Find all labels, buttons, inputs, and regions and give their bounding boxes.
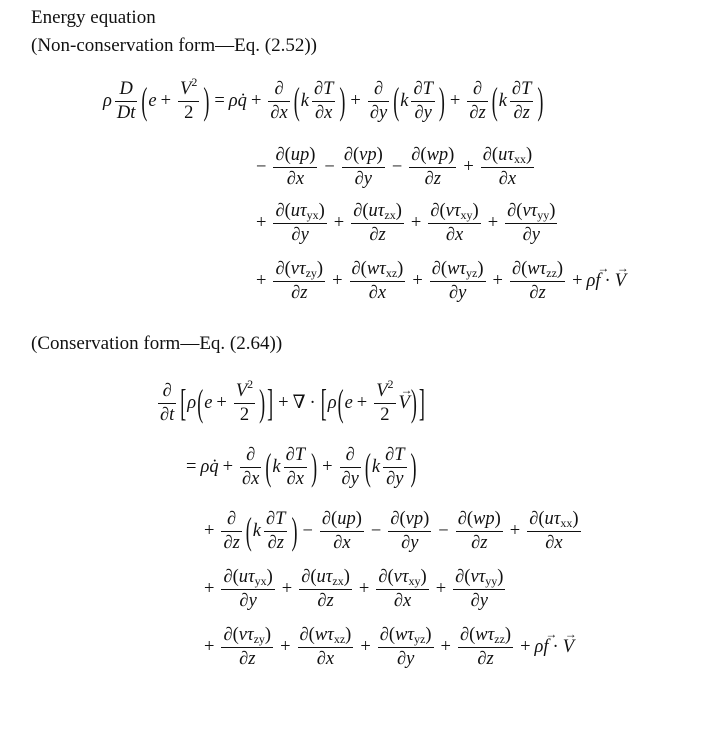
nc-equation-line-2: − $\frac{\partial(up)}{\partial x}$ − $\frac{\partial(vp)}{\partial y}$ − $\frac{\partial(wp)}{\partial z}$ + $\partial(u\tau_{xx})$ ∂x: [256, 145, 533, 189]
c-equation-line-1: ∂ ∂t [ρ(e + $\frac{V^2}{2}$ ) ] + ∇ · [ρ(e + $\frac{V^2}{2}$ → V) ]: [155, 382, 426, 424]
nc-equation-line-3: + $\partial(u\tau_{yx})$ ∂y + $\partial(u\tau_{zx})$ ∂z + $\partial(v\tau_{xy})$ ∂x + $\partial(v\tau_{yy})$ ∂y: [256, 201, 556, 245]
c-equation-line-2: = ρq̇ + ∂ ∂x (k $\frac{\partial T}{\partial x}$ ) + ∂ ∂y (k $\frac{\partial T}{\partial y}$ ): [186, 445, 417, 489]
section-title: Energy equation: [31, 7, 156, 28]
c-equation-line-4: + $\partial(u\tau_{yx})$ ∂y + $\partial(u\tau_{zx})$ ∂z + $\partial(v\tau_{xy})$ ∂x + $\partial(v\tau_{yy})$ ∂y: [204, 567, 504, 611]
non-conservation-label: (Non-conservation form—Eq. (2.52)): [31, 35, 317, 56]
nc-equation-line-4: + $\partial(v\tau_{zy})$ ∂z + $\partial(w\tau_{xz})$ ∂x + $\partial(w\tau_{yz})$ ∂y + $\partial(w\tau_{zz})$ ∂z + ρ→ f ·→ V: [252, 260, 626, 302]
nc-equation-line-1: ρ $\frac{D}{Dt}$ (e + $\frac{V^2}{2}$ ) = ρq̇ + ∂ ∂x (k $\frac{\partial T}{\partial x}$ ) + ∂ ∂y (k $\frac{\partial T}{\partial y}$ ) + ∂ ∂z (k $\frac{\partial T}{\partial z}$ ): [103, 75, 544, 123]
c-equation-line-5: + $\partial(v\tau_{zy})$ ∂z + $\partial(w\tau_{xz})$ ∂x + $\partial(w\tau_{yz})$ ∂y + $\partial(w\tau_{zz})$ ∂z + ρ→ f ·→ V: [200, 626, 574, 668]
conservation-label: (Conservation form—Eq. (2.64)): [31, 333, 283, 354]
c-equation-line-3: + ∂ ∂z (k $\frac{\partial T}{\partial z}$ ) − $\frac{\partial(up)}{\partial x}$ − $\frac{\partial(vp)}{\partial y}$ − $\frac{\partial(wp)}{\partial z}$ + $\partial(u\tau_{xx})$ ∂x: [204, 509, 579, 553]
